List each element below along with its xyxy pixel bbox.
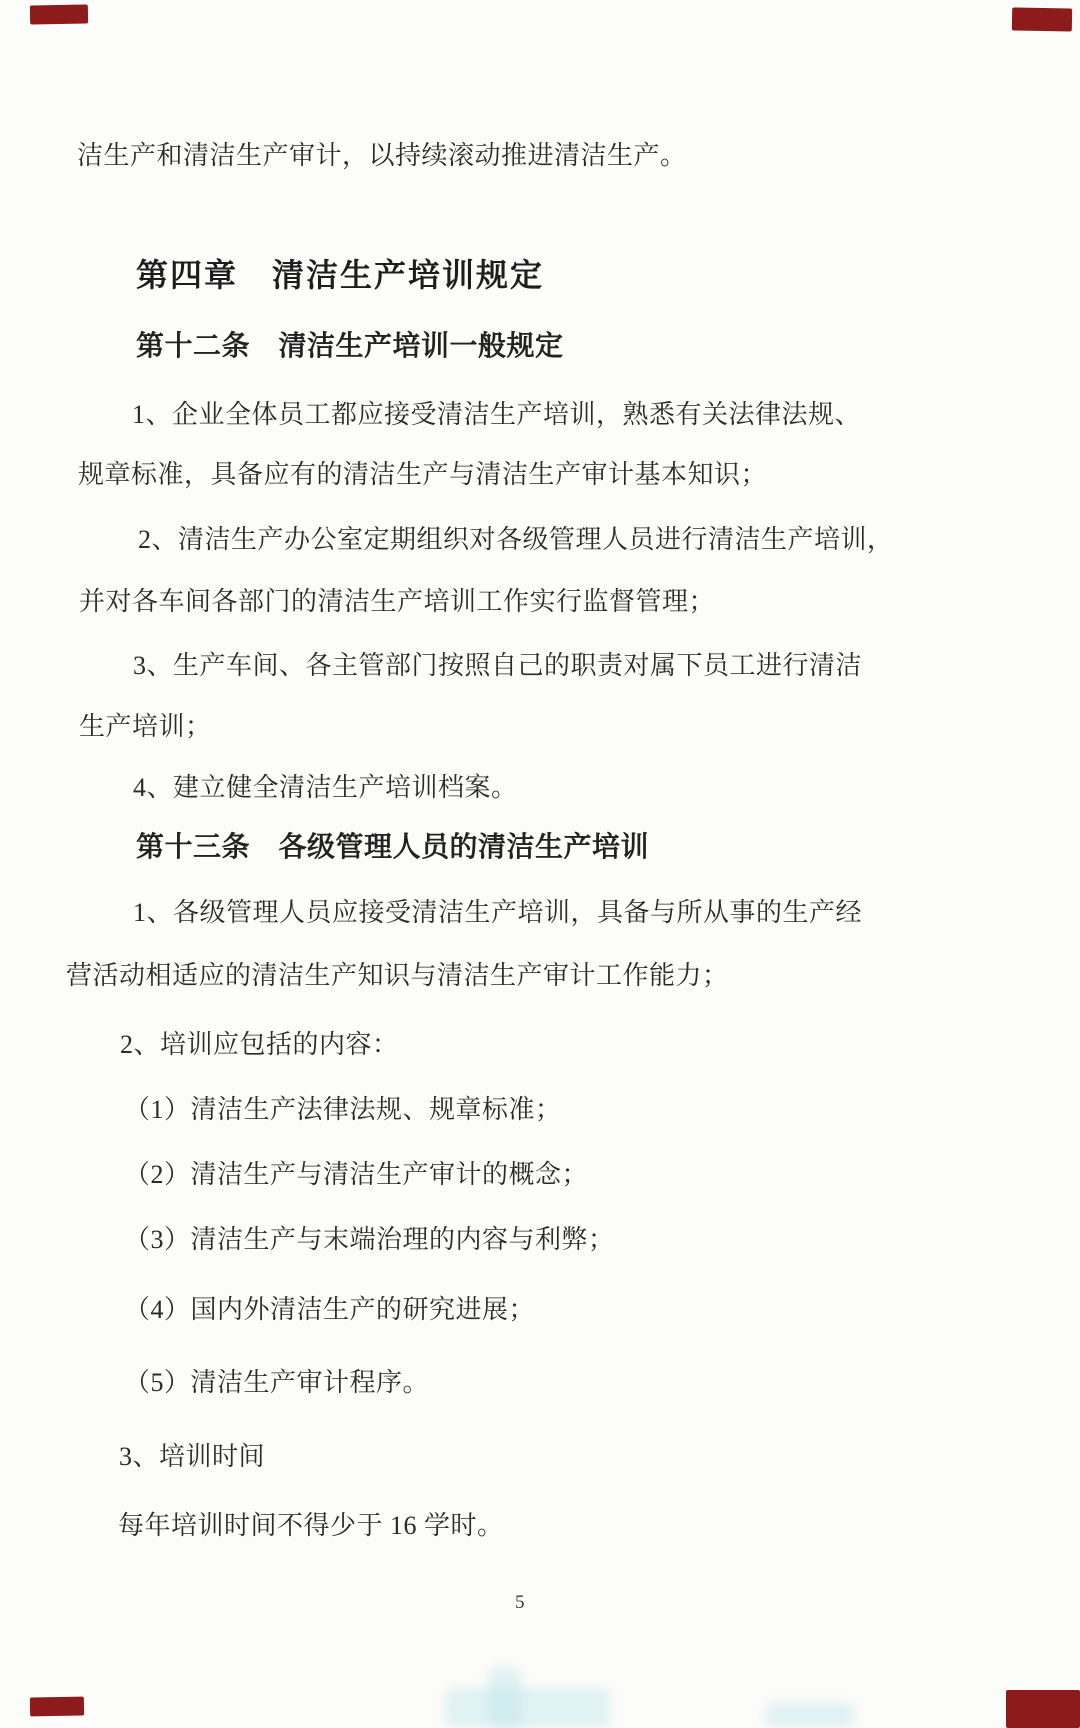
article-13-heading: 第十三条 各级管理人员的清洁生产培训	[136, 832, 650, 863]
red-corner-mark-bottom-right	[1006, 1690, 1080, 1728]
page-number: 5	[515, 1592, 525, 1613]
training-content-item-1: （1）清洁生产法律法规、规章标准；	[124, 1095, 562, 1124]
red-corner-mark-top-right	[1012, 7, 1072, 31]
article-12-heading: 第十二条 清洁生产培训一般规定	[136, 331, 564, 362]
training-content-item-5: （5）清洁生产审计程序。	[124, 1368, 430, 1397]
article-12-item-1-line-1: 1、企业全体员工都应接受清洁生产培训，熟悉有关法律法规、	[132, 400, 862, 429]
training-content-item-3: （3）清洁生产与末端治理的内容与利弊；	[124, 1225, 615, 1254]
article-13-item-2: 2、培训应包括的内容：	[120, 1030, 399, 1059]
body-line-continuation: 洁生产和清洁生产审计，以持续滚动推进清洁生产。	[77, 141, 687, 170]
article-12-item-4: 4、建立健全清洁生产培训档案。	[133, 773, 518, 802]
scan-smudge	[765, 1703, 855, 1728]
article-13-item-3: 3、培训时间	[119, 1442, 266, 1471]
article-13-item-1-line-1: 1、各级管理人员应接受清洁生产培训，具备与所从事的生产经	[133, 898, 863, 927]
article-12-item-2-line-1: 2、清洁生产办公室定期组织对各级管理人员进行清洁生产培训，	[138, 525, 894, 554]
article-12-item-3-line-2: 生产培训；	[79, 712, 212, 741]
red-corner-mark-top-left	[30, 4, 88, 24]
article-13-item-1-line-2: 营活动相适应的清洁生产知识与清洁生产审计工作能力；	[66, 961, 729, 990]
red-corner-mark-bottom-left	[30, 1697, 84, 1717]
chapter-heading: 第四章 清洁生产培训规定	[136, 257, 545, 293]
article-12-item-3-line-1: 3、生产车间、各主管部门按照自己的职责对属下员工进行清洁	[133, 651, 863, 680]
training-content-item-2: （2）清洁生产与清洁生产审计的概念；	[124, 1160, 589, 1189]
training-content-item-4: （4）国内外清洁生产的研究进展；	[124, 1295, 536, 1324]
training-hours-line: 每年培训时间不得少于 16 学时。	[118, 1511, 504, 1540]
scan-smudge	[445, 1688, 610, 1728]
article-12-item-1-line-2: 规章标准，具备应有的清洁生产与清洁生产审计基本知识；	[78, 460, 768, 489]
scan-smudge	[488, 1668, 522, 1728]
article-12-item-2-line-2: 并对各车间各部门的清洁生产培训工作实行监督管理；	[79, 587, 716, 616]
